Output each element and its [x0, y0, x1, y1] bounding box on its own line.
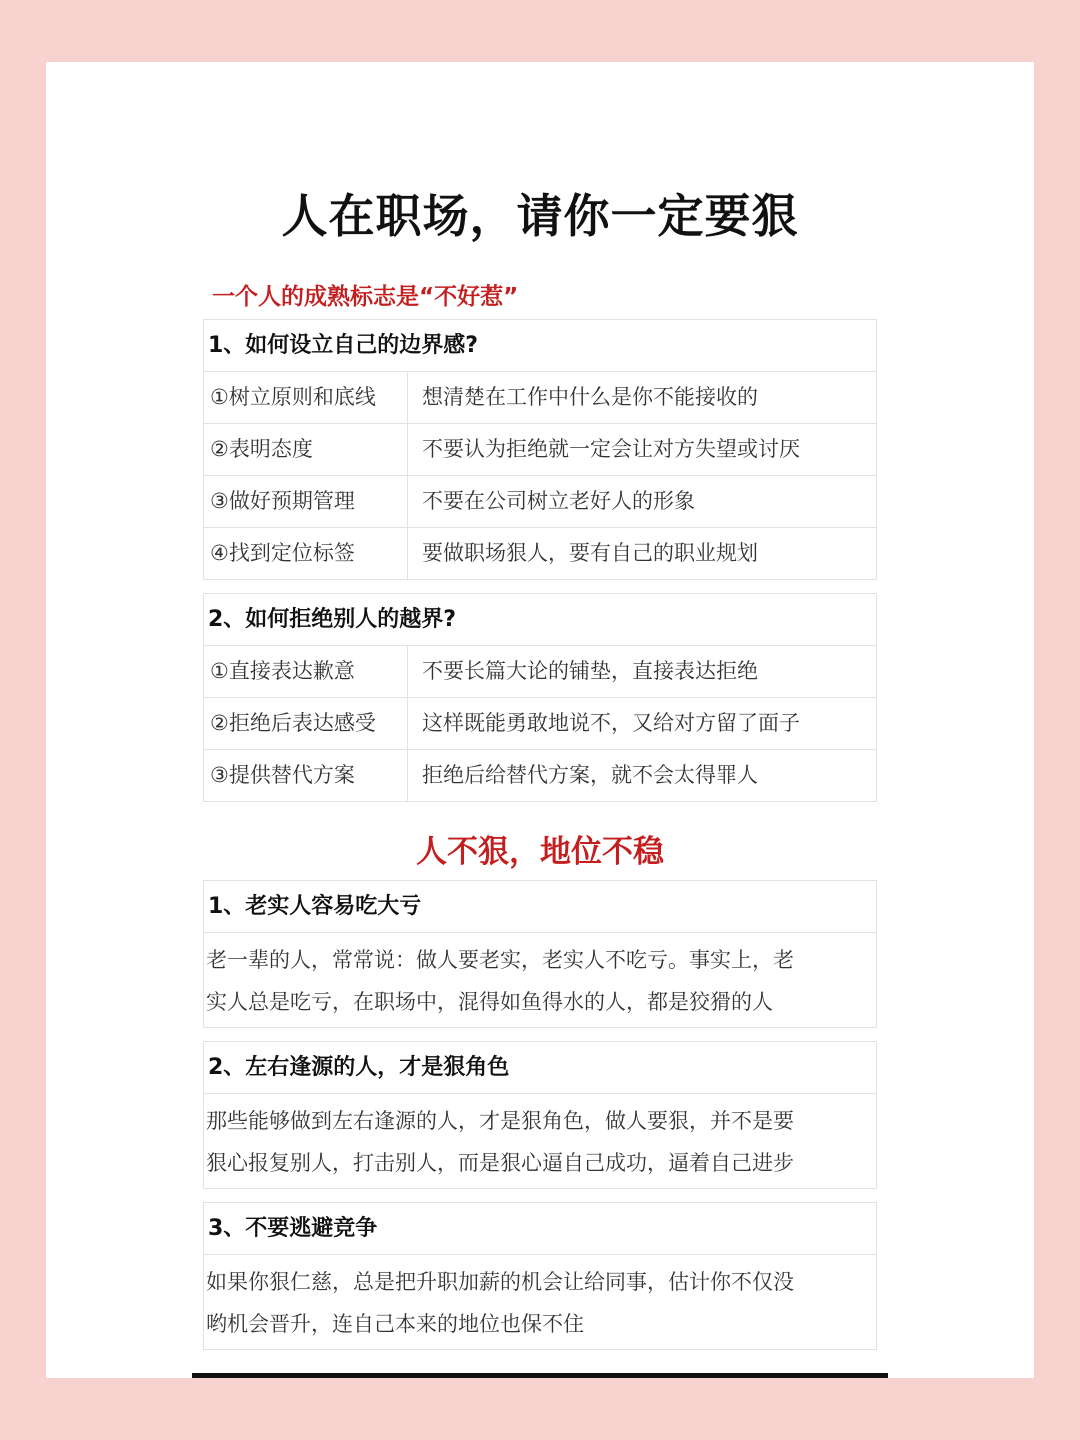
table-row	[204, 372, 876, 424]
row-label: ②表明态度	[204, 424, 408, 475]
row-value: 不要在公司树立老好人的形象	[422, 489, 695, 513]
table-row	[204, 528, 876, 579]
bottom-divider	[192, 1373, 888, 1378]
row-label: ①树立原则和底线	[204, 372, 408, 423]
row-value: 要做职场狠人，要有自己的职业规划	[422, 541, 758, 565]
table-header: 1、如何设立自己的边界感?	[204, 320, 876, 372]
point-line: 狠心报复别人，打击别人，而是狠心逼自己成功，逼着自己进步	[206, 1151, 794, 1175]
point-line: 哟机会晋升，连自己本来的地位也保不住	[206, 1312, 584, 1336]
point-text	[204, 933, 876, 1027]
boundary-table	[203, 319, 877, 580]
row-label: ②拒绝后表达感受	[204, 698, 408, 749]
table-row	[204, 424, 876, 476]
point-line: 如果你狠仁慈，总是把升职加薪的机会让给同事，估计你不仅没	[206, 1270, 794, 1294]
row-label: ③做好预期管理	[204, 476, 408, 527]
point-text	[204, 1094, 876, 1188]
point-header: 1、老实人容易吃大亏	[204, 881, 876, 933]
table-header: 2、如何拒绝别人的越界?	[204, 594, 876, 646]
point-line: 实人总是吃亏，在职场中，混得如鱼得水的人，都是狡猾的人	[206, 990, 773, 1014]
row-value: 拒绝后给替代方案，就不会太得罪人	[422, 763, 758, 787]
row-value: 想清楚在工作中什么是你不能接收的	[422, 385, 758, 409]
row-value: 不要认为拒绝就一定会让对方失望或讨厌	[422, 437, 800, 461]
row-label: ③提供替代方案	[204, 750, 408, 801]
table-row	[204, 698, 876, 750]
row-value: 这样既能勇敢地说不，又给对方留了面子	[422, 711, 800, 735]
row-value: 不要长篇大论的铺垫，直接表达拒绝	[422, 659, 758, 683]
table-row	[204, 476, 876, 528]
point-line: 老一辈的人，常常说：做人要老实，老实人不吃亏。事实上，老	[206, 948, 794, 972]
point-header: 2、左右逢源的人，才是狠角色	[204, 1042, 876, 1094]
point-box	[203, 880, 877, 1028]
row-label: ④找到定位标签	[204, 528, 408, 579]
table-row	[204, 750, 876, 801]
point-header: 3、不要逃避竞争	[204, 1203, 876, 1255]
point-box	[203, 1202, 877, 1350]
point-line: 那些能够做到左右逢源的人，才是狠角色，做人要狠，并不是要	[206, 1109, 794, 1133]
point-box	[203, 1041, 877, 1189]
point-text	[204, 1255, 876, 1349]
table-row	[204, 646, 876, 698]
subtitle: 一个人的成熟标志是“不好惹”	[212, 284, 519, 310]
row-label: ①直接表达歉意	[204, 646, 408, 697]
page-title: 人在职场，请你一定要狠	[281, 189, 799, 243]
section-title: 人不狠，地位不稳	[416, 834, 664, 870]
refusal-table	[203, 593, 877, 802]
